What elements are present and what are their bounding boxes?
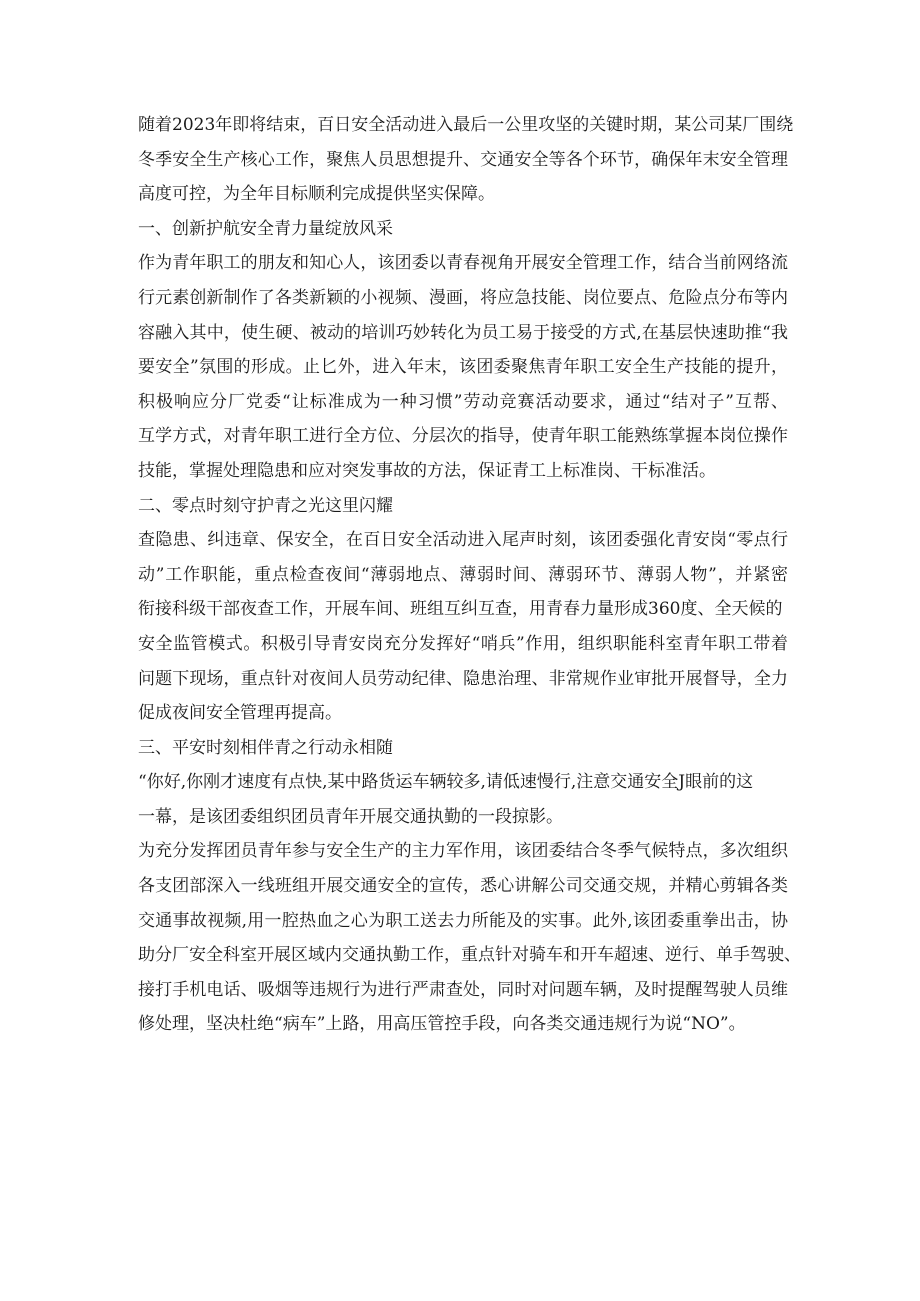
- section-heading-3: 三、平安时刻相伴青之行动永相随: [138, 737, 393, 758]
- paragraph-line: 问题下现场，重点针对夜间人员劳动纪律、隐患治理、非常规作业审批开展督导，全力: [138, 668, 788, 689]
- paragraph-line: 查隐患、纠违章、保安全，在百日安全活动进入尾声时刻，该团委强化青安岗“零点行: [138, 530, 788, 551]
- paragraph-line: 修处理，坚决杜绝“病车”上路，用高压管控手段，向各类交通违规行为说“NO”。: [138, 1014, 746, 1035]
- section-heading-2: 二、零点时刻守护青之光这里闪耀: [138, 495, 393, 516]
- paragraph-line: 技能，掌握处理隐患和应对突发事故的方法，保证青工上标准岗、干标准活。: [138, 460, 716, 481]
- paragraph-line: 积极响应分厂党委“让标准成为一种习惯”劳动竞赛活动要求，通过“结对子”互帮、: [138, 391, 788, 412]
- paragraph-line: 交通事故视频,用一腔热血之心为职工送去力所能及的实事。此外,该团委重拳出击，协: [138, 910, 788, 931]
- intro-line: 随着2023年即将结束，百日安全活动进入最后一公里攻坚的关键时期，某公司某厂围绕: [138, 115, 794, 135]
- paragraph-line: 衔接科级干部夜查工作，开展车间、班组互纠互查，用青春力量形成360度、全天候的: [138, 599, 783, 620]
- paragraph-line: 作为青年职工的朋友和知心人，该团委以青春视角开展安全管理工作，结合当前网络流: [138, 253, 788, 274]
- document-body: [138, 108, 801, 1042]
- paragraph-line: 行元素创新制作了各类新颖的小视频、漫画，将应急技能、岗位要点、危险点分布等内: [138, 287, 788, 308]
- quote-line: “你好,你刚才速度有点快,某中路货运车辆较多,请低速慢行,注意交通安全J眼前的这: [138, 772, 754, 793]
- paragraph-line: 为充分发挥团员青年参与安全生产的主力军作用，该团委结合冬季气候特点，多次组织: [138, 841, 788, 862]
- paragraph-line: 各支团部深入一线班组开展交通安全的宣传，悉心讲解公司交通交规，并精心剪辑各类: [138, 876, 788, 897]
- paragraph-line: 接打手机电话、吸烟等违规行为进行严肃查处，同时对问题车辆，及时提醒驾驶人员维: [138, 979, 788, 1000]
- intro-line: 高度可控，为全年目标顺利完成提供坚实保障。: [138, 184, 495, 205]
- paragraph-line: 要安全”氛围的形成。止匕外，进入年末，该团委聚焦青年职工安全生产技能的提升，: [138, 357, 788, 378]
- paragraph-line: 互学方式，对青年职工进行全方位、分层次的指导，使青年职工能熟练掌握本岗位操作: [138, 426, 788, 447]
- section-heading-1: 一、创新护航安全青力量绽放风采: [138, 218, 393, 239]
- paragraph-line: 动”工作职能，重点检查夜间“薄弱地点、薄弱时间、薄弱环节、薄弱人物”，并紧密: [138, 564, 788, 585]
- paragraph-line: 安全监管模式。积极引导青安岗充分发挥好“哨兵”作用，组织职能科室青年职工带着: [138, 633, 788, 654]
- paragraph-line: 助分厂安全科室开展区域内交通执勤工作，重点针对骑车和开车超速、逆行、单手驾驶、: [138, 945, 801, 966]
- paragraph-line: 容融入其中，使生硬、被动的培训巧妙转化为员工易于接受的方式,在基层快速助推“我: [138, 322, 788, 343]
- quote-line: 一幕，是该团委组织团员青年开展交通执勤的一段掠影。: [138, 806, 563, 827]
- intro-line: 冬季安全生产核心工作，聚焦人员思想提升、交通安全等各个环节，确保年末安全管理: [138, 149, 788, 170]
- paragraph-line: 促成夜间安全管理再提高。: [138, 703, 342, 724]
